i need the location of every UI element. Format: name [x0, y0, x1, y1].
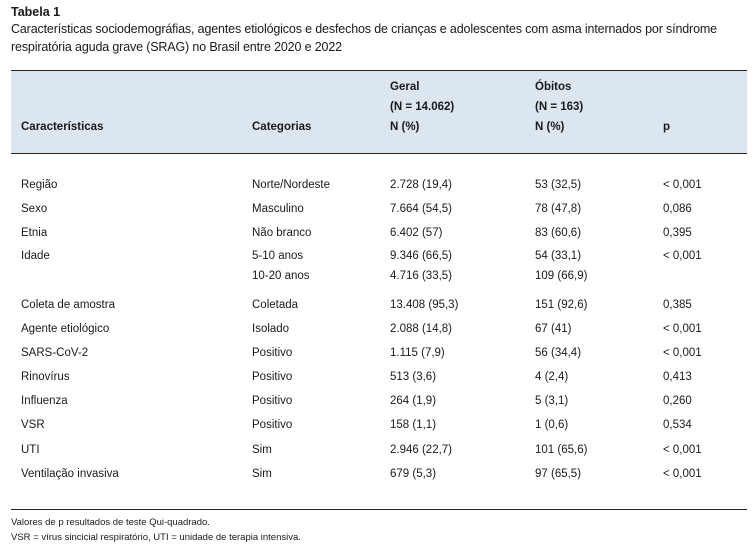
cell-geral: 1.115 (7,9)	[390, 347, 445, 359]
header-p: p	[663, 121, 671, 133]
table-row	[11, 198, 747, 220]
cell-category: Positivo	[252, 347, 293, 359]
cell-geral: 158 (1,1)	[390, 419, 437, 431]
cell-characteristic: SARS-CoV-2	[21, 347, 89, 359]
cell-geral: 2.728 (19,4)	[390, 179, 453, 191]
cell-geral: 679 (5,3)	[390, 468, 437, 480]
header-characteristics: Características	[21, 121, 104, 133]
table-notes	[11, 515, 301, 545]
table-row	[11, 222, 747, 244]
cell-characteristic: Etnia	[21, 227, 48, 239]
cell-obitos: 97 (65,5)	[535, 468, 582, 480]
header-obitos-unit: N (%)	[535, 121, 565, 133]
cell-category: Positivo	[252, 395, 293, 407]
cell-characteristic: Sexo	[21, 203, 48, 215]
header-obitos-title: Óbitos	[535, 81, 572, 93]
cell-characteristic: Região	[21, 179, 58, 191]
cell-p: < 0,001	[663, 179, 702, 191]
cell-category: Sim	[252, 468, 272, 480]
cell-geral: 7.664 (54,5)	[390, 203, 453, 215]
cell-obitos: 5 (3,1)	[535, 395, 569, 407]
cell-p: 0,534	[663, 419, 692, 431]
table-row	[11, 390, 747, 412]
cell-obitos: 53 (32,5)	[535, 179, 582, 191]
cell-characteristic: Idade	[21, 250, 50, 262]
table-row	[11, 174, 747, 196]
cell-obitos: 56 (34,4)	[535, 347, 582, 359]
cell-category: 5-10 anos	[252, 250, 304, 262]
cell-characteristic: Rinovírus	[21, 371, 70, 383]
table-caption	[11, 4, 751, 56]
cell-geral: 6.402 (57)	[390, 227, 443, 239]
cell-category: Sim	[252, 444, 272, 456]
table-label: Tabela 1	[11, 5, 61, 19]
table-header	[11, 71, 747, 153]
table-row	[11, 318, 747, 340]
table-row	[11, 342, 747, 364]
cell-p: < 0,001	[663, 468, 702, 480]
cell-category: Coletada	[252, 299, 299, 311]
header-obitos-n: (N = 163)	[535, 101, 584, 113]
cell-characteristic: Ventilação invasiva	[21, 468, 119, 480]
cell-category: Masculino	[252, 203, 304, 215]
header-obitos	[535, 77, 583, 137]
header-geral-title: Geral	[390, 81, 420, 93]
cell-obitos: 4 (2,4)	[535, 371, 569, 383]
cell-characteristic: Influenza	[21, 395, 68, 407]
table-row	[11, 439, 747, 461]
cell-geral: 4.716 (33,5)	[390, 270, 453, 282]
bottom-rule	[11, 509, 747, 510]
header-rule	[11, 153, 747, 154]
cell-characteristic: Agente etiológico	[21, 323, 110, 335]
cell-geral: 2.088 (14,8)	[390, 323, 453, 335]
header-geral-n: (N = 14.062)	[390, 101, 455, 113]
cell-p: < 0,001	[663, 444, 702, 456]
cell-category: Positivo	[252, 419, 293, 431]
cell-obitos: 54 (33,1)	[535, 250, 582, 262]
table-row	[11, 463, 747, 485]
cell-p: < 0,001	[663, 347, 702, 359]
note-p-values: Valores de p resultados de teste Qui-quadrado.	[11, 517, 210, 528]
cell-obitos: 78 (47,8)	[535, 203, 582, 215]
header-geral	[390, 77, 454, 137]
cell-p: < 0,001	[663, 250, 702, 262]
header-categories: Categorias	[252, 121, 312, 133]
cell-p: 0,413	[663, 371, 692, 383]
table-row	[11, 294, 747, 316]
cell-obitos: 83 (60,6)	[535, 227, 582, 239]
note-abbreviations: VSR = vírus sincicial respiratório, UTI = unidade de terapia intensiva.	[11, 532, 301, 543]
cell-p: 0,086	[663, 203, 692, 215]
table-row	[11, 265, 747, 287]
cell-p: 0,260	[663, 395, 692, 407]
cell-category: Norte/Nordeste	[252, 179, 330, 191]
cell-category: Positivo	[252, 371, 293, 383]
cell-p: < 0,001	[663, 323, 702, 335]
cell-category: Isolado	[252, 323, 290, 335]
table-row	[11, 245, 747, 267]
cell-geral: 264 (1,9)	[390, 395, 437, 407]
table-title: Características sociodemográfias, agentes etiológicos e desfechos de crianças e adolescentes com asma internados por síndrome respiratória aguda grave (SRAG) no Brasil entre 2020 e 2022	[11, 22, 717, 54]
cell-obitos: 67 (41)	[535, 323, 572, 335]
cell-characteristic: VSR	[21, 419, 45, 431]
cell-category: Não branco	[252, 227, 312, 239]
cell-geral: 513 (3,6)	[390, 371, 437, 383]
cell-p: 0,385	[663, 299, 692, 311]
cell-geral: 2.946 (22,7)	[390, 444, 453, 456]
cell-obitos: 109 (66,9)	[535, 270, 588, 282]
cell-p: 0,395	[663, 227, 692, 239]
cell-characteristic: Coleta de amostra	[21, 299, 115, 311]
cell-geral: 9.346 (66,5)	[390, 250, 453, 262]
cell-obitos: 151 (92,6)	[535, 299, 588, 311]
table-row	[11, 414, 747, 436]
cell-geral: 13.408 (95,3)	[390, 299, 459, 311]
cell-obitos: 101 (65,6)	[535, 444, 588, 456]
table-row	[11, 366, 747, 388]
cell-category: 10-20 anos	[252, 270, 310, 282]
cell-characteristic: UTI	[21, 444, 40, 456]
header-geral-unit: N (%)	[390, 121, 420, 133]
cell-obitos: 1 (0,6)	[535, 419, 569, 431]
